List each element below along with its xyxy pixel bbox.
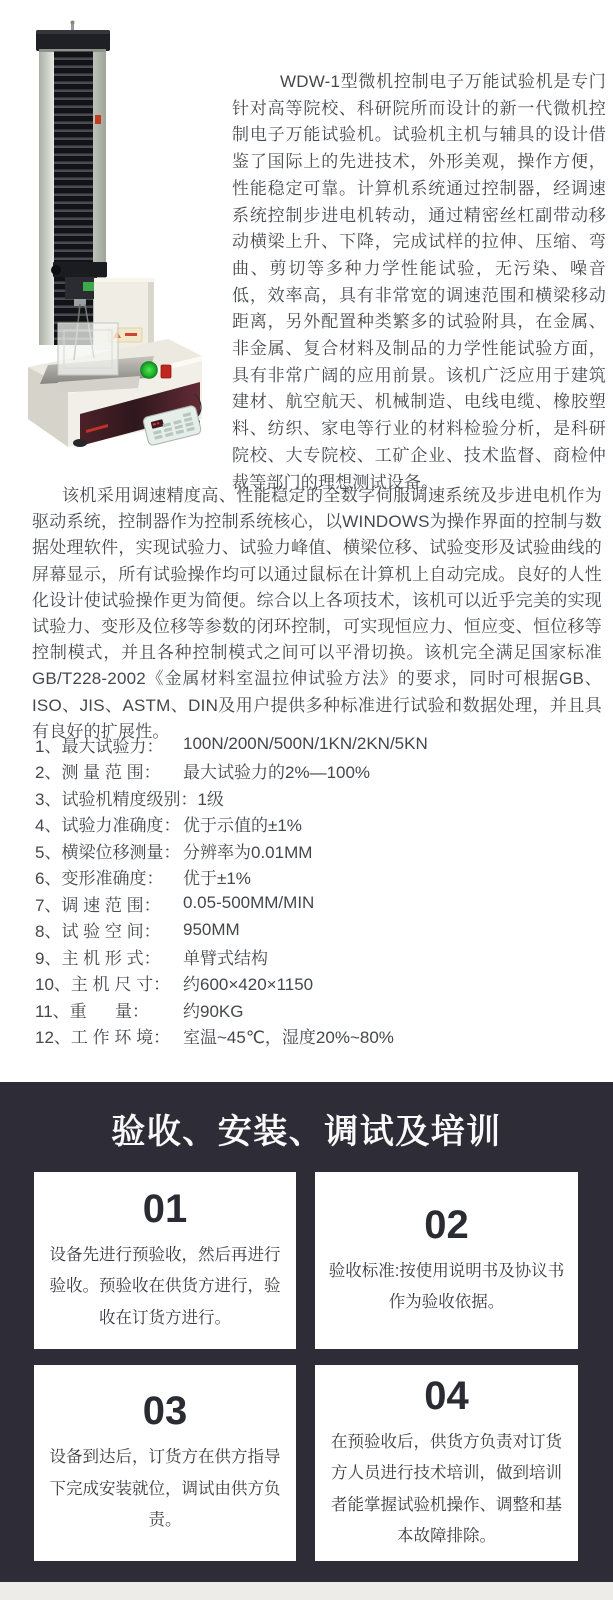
footer-strip — [0, 1582, 613, 1600]
spec-value: 分辨率为0.01MM — [183, 842, 313, 862]
spec-row — [35, 811, 600, 838]
spec-row — [35, 1023, 600, 1050]
card-number: 03 — [142, 1389, 188, 1434]
spec-label: 9、主 机 形 式： — [35, 948, 161, 968]
acceptance-card-02 — [315, 1172, 578, 1349]
acceptance-card-01 — [34, 1172, 296, 1349]
spec-value: 950MM — [183, 919, 240, 939]
acceptance-card-03 — [34, 1365, 296, 1561]
spec-row — [35, 784, 600, 811]
spec-label: 4、试验力准确度： — [35, 816, 181, 836]
spec-row — [35, 758, 600, 785]
spec-value: 优于±1% — [183, 869, 251, 889]
spec-label: 2、测 量 范 围： — [35, 763, 161, 783]
spec-row — [35, 970, 600, 997]
spec-value: 约600×420×1150 — [183, 975, 314, 995]
card-text: 在预验收后，供货方负责对订货方人员进行技术培训，做到培训者能掌握试验机操作、调整和基本故障排除。 — [331, 1432, 562, 1545]
card-text: 设备到达后，订货方在供方指导下完成安装就位，调试由供方负责。 — [49, 1448, 281, 1530]
spec-row — [35, 890, 600, 917]
acceptance-card-04 — [315, 1365, 578, 1561]
card-number: 02 — [424, 1202, 469, 1247]
card-number: 04 — [424, 1373, 469, 1418]
intro-paragraph-2: 该机采用调速精度高、性能稳定的全数字伺服调速系统及步进电机作为驱动系统，控制器作为控制系统核心，以WINDOWS为操作界面的控制与数据处理软件，实现试验力、试验力峰值、横梁位移、试验变形及试验曲线的屏幕显示，所有试验操作均可以通过鼠标在计算机上自动完成。良好的人性化设计使试验操作更为简便。综合以上各项技术，该机可以近乎完美的实现试验力、变形及位移等参数的闭环控制，可实现恒应力、恒应变、恒位移等控制模式，并且各种控制模式之间可以平滑切换。该机完全满足国家标准GB/T228-2002《金属材料室温拉伸试验方法》的要求，同时可根据GB、ISO、JIS、ASTM、DIN及用户提供多种标准进行试验和数据处理，并且具有良好的扩展性。 — [32, 486, 602, 741]
spec-value: 室温~45℃，湿度20%~80% — [183, 1028, 394, 1048]
spec-row — [35, 943, 600, 970]
testing-machine-illustration — [28, 20, 228, 450]
spec-row — [35, 996, 600, 1023]
spec-label: 3、试验机精度级别： — [35, 789, 198, 809]
spec-label: 6、变形准确度： — [35, 869, 164, 889]
spec-label: 12、工 作 环 境： — [35, 1028, 171, 1048]
spec-value: 约90KG — [183, 1001, 244, 1021]
spec-value: 最大试验力的2%—100% — [183, 763, 371, 783]
product-image — [28, 20, 228, 450]
acceptance-section — [0, 1082, 613, 1582]
spec-value: 优于示值的±1% — [183, 816, 302, 836]
card-text: 设备先进行预验收，然后再进行验收。预验收在供货方进行，验收在订货方进行。 — [49, 1245, 281, 1327]
card-number: 01 — [142, 1186, 188, 1231]
spec-label: 10、主 机 尺 寸： — [35, 975, 171, 995]
spec-row — [35, 864, 600, 891]
spec-row — [35, 917, 600, 944]
spec-value: 单臂式结构 — [183, 948, 268, 968]
spec-label: 7、调 速 范 围： — [35, 895, 161, 915]
spec-row — [35, 731, 600, 758]
spec-value: 1级 — [197, 789, 224, 809]
spec-label: 8、试 验 空 间： — [35, 922, 161, 942]
spec-list — [35, 731, 600, 1049]
spec-label: 1、最大试验力： — [35, 736, 164, 756]
acceptance-cards — [34, 1172, 578, 1561]
card-text: 验收标准:按使用说明书及协议书作为验收依据。 — [328, 1261, 565, 1311]
spec-row — [35, 837, 600, 864]
spec-label: 11、重 量： — [35, 1001, 149, 1021]
spec-value: 100N/200N/500N/1KN/2KN/5KN — [183, 734, 428, 754]
spec-value: 0.05-500MM/MIN — [183, 893, 315, 913]
spec-label: 5、横梁位移测量： — [35, 842, 181, 862]
intro-paragraph-1: WDW-1型微机控制电子万能试验机是专门针对高等院校、科研院所而设计的新一代微机控制电子万能试验机。试验机主机与辅具的设计借鉴了国际上的先进技术，外形美观，操作方便，性能稳定可靠。计算机系统通过控制器，经调速系统控制步进电机转动，通过精密丝杠副带动移动横梁上升、下降，完成试样的拉伸、压缩、弯曲、剪切等多种力学性能试验，无污染、噪音低，效率高，具有非常宽的调速范围和横梁移动距离，另外配置种类繁多的试验附具，在金属、非金属、复合材料及制品的力学性能试验方面，具有非常广阔的应用前景。该机广泛应用于建筑建材、航空航天、机械制造、电线电缆、橡胶塑料、纺织、家电等行业的材料检验分析，是科研院校、大专院校、工矿企业、技术监督、商检仲裁等部门的理想测试设备。 — [232, 72, 606, 492]
acceptance-title: 验收、安装、调试及培训 — [111, 1113, 502, 1151]
